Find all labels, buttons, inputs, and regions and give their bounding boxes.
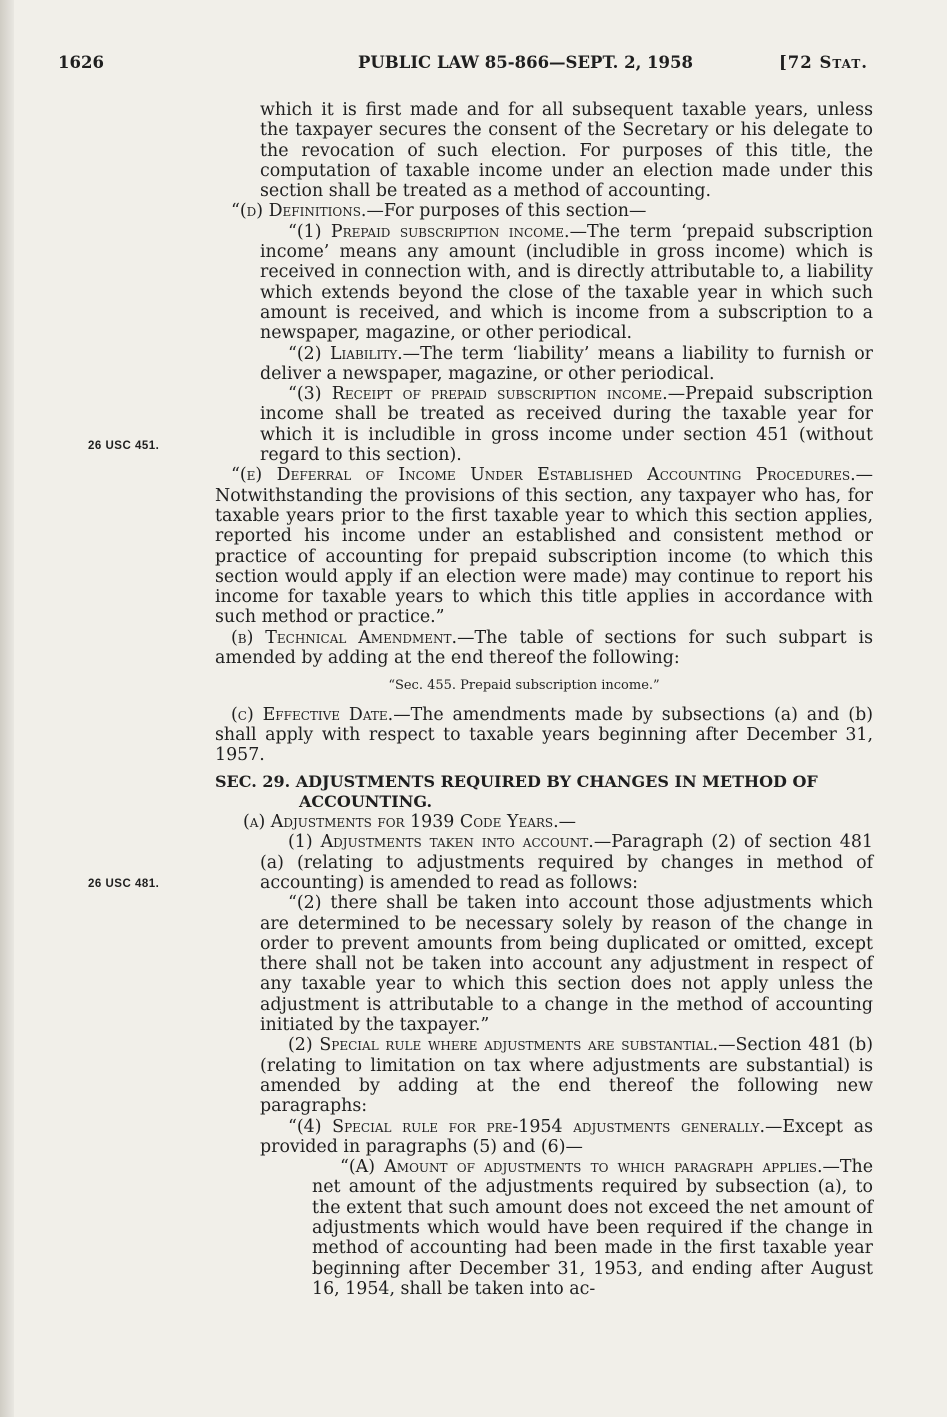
heading-liability: “(2) Liability.	[288, 343, 403, 364]
quoted-table-entry: “Sec. 455. Prepaid subscription income.”	[388, 678, 660, 694]
text-adjustments-1939: —	[558, 812, 577, 833]
text-special-rule-substantial: —Section 481 (b) (relating to limitation on tax where adjustments are substantial) is amended by adding at the end thereof the following new paragraphs:	[260, 1035, 873, 1117]
text-adjustments-taken-into-account: —Paragraph (2) of section 481 (a) (relating to adjustments required by changes in method of accounting) is amended to read as follows:	[260, 832, 873, 893]
heading-special-rule-substantial: (2) Special rule where adjustments are substantial.	[288, 1035, 719, 1056]
heading-technical-amendment: (b) Technical Amendment.	[231, 627, 458, 648]
running-header	[58, 53, 868, 77]
heading-adjustments-1939: (a) Adjustments for 1939 Code Years.	[243, 812, 559, 833]
text-deferral-of-income: —Notwithstanding the provisions of this section, any taxpayer who has, for taxable years prior to the first taxable year to which this section applies, reported his income under an established and consistent method or practice of accounting for prepaid subscription income (to which this section would apply if an election were made) may continue to report his income for taxable years to which this title applies in accordance with such method or practice.”	[215, 465, 873, 628]
heading-amount-of-adjustments: “(A) Amount of adjustments to which paragraph applies.	[340, 1157, 823, 1178]
paragraph-prepaid-subscription-income	[215, 222, 873, 344]
section-29-heading-line1: SEC. 29. ADJUSTMENTS REQUIRED BY CHANGES IN METHOD OF	[215, 771, 818, 791]
paragraph-adjustments-taken-into-account	[215, 832, 873, 893]
text-receipt-of-prepaid-income: —Prepaid subscription income shall be treated as received during the taxable year for which it is includible in gross income under section 451 (without regard to this section).	[260, 384, 873, 466]
paragraph-adjustments-1939	[215, 812, 873, 832]
text-amount-of-adjustments: —The net amount of the adjustments required by subsection (a), to the extent that such amount does not exceed the net amount of adjustments which would have been required if the change in method of accounting had been made in the first taxable year beginning after December 31, 1953, and ending after August 16, 1954, shall be taken into ac-	[312, 1157, 873, 1299]
heading-pre-1954-adjustments: “(4) Special rule for pre-1954 adjustments generally.	[288, 1116, 765, 1137]
text-effective-date: —The amendments made by subsections (a) and (b) shall apply with respect to taxable years beginning after December 31, 1957.	[215, 704, 874, 766]
text-definitions: —For purposes of this section—	[366, 201, 647, 222]
paragraph-receipt-of-prepaid-income	[215, 384, 873, 465]
header-volume: [72 Stat.	[778, 53, 868, 72]
heading-adjustments-taken-into-account: (1) Adjustments taken into account.	[288, 832, 594, 853]
text-liability: —The term ‘liability’ means a liability to furnish or deliver a newspaper, magazine, or other periodical.	[260, 343, 873, 384]
page-number: 1626	[58, 53, 104, 72]
heading-deferral-of-income: “(e) Deferral of Income Under Established Accounting Procedures.	[231, 465, 856, 486]
margin-note-usc-481: 26 USC 481.	[88, 878, 160, 890]
paragraph-technical-amendment	[215, 628, 873, 669]
header-title: PUBLIC LAW 85-866—SEPT. 2, 1958	[358, 53, 693, 72]
heading-effective-date: (c) Effective Date.	[231, 704, 394, 725]
paragraph-deferral-of-income	[215, 465, 873, 627]
paragraph-election-continuation: which it is first made and for all subsequent taxable years, unless the taxpayer secures the consent of the Secretary or his delegate to the revocation of such election. For purposes of this title, the computation of taxable income under an election made under this section shall be treated as a method of accounting.	[260, 100, 873, 202]
page-body	[215, 100, 873, 1299]
heading-receipt-of-prepaid-income: “(3) Receipt of prepaid subscription income.	[288, 384, 668, 405]
paragraph-liability	[215, 344, 873, 385]
text-pre-1954-adjustments: —Except as provided in paragraphs (5) and (6)—	[260, 1116, 873, 1157]
heading-definitions: “(d) Definitions.	[231, 201, 367, 222]
text-technical-amendment: —The table of sections for such subpart is amended by adding at the end thereof the following:	[215, 627, 873, 669]
margin-note-usc-451: 26 USC 451.	[88, 440, 160, 452]
page-binding-edge	[0, 0, 14, 1417]
paragraph-definitions	[215, 201, 873, 221]
paragraph-effective-date	[215, 705, 873, 766]
section-29-heading-line2: ACCOUNTING.	[299, 791, 433, 811]
paragraph-quoted-481a2: “(2) there shall be taken into account those adjustments which are determined to be necessary solely by reason of the change in order to prevent amounts from being duplicated or omitted, except there shall not be taken into account any adjustment in respect of any taxable year to which this section does not apply unless the adjustment is attributable to a change in the method of accounting initiated by the taxpayer.”	[260, 893, 873, 1036]
section-29-heading	[215, 772, 873, 813]
paragraph-pre-1954-adjustments	[215, 1117, 873, 1158]
paragraph-amount-of-adjustments	[215, 1157, 873, 1299]
text-prepaid-subscription-income: —The term ‘prepaid subscription income’ means any amount (includible in gross income) which is received in connection with, and is directly attributable to, a liability which extends beyond the close of the taxable year in which such amount is received, and which is income from a subscription to a newspaper, magazine, or other periodical.	[260, 221, 873, 344]
paragraph-special-rule-substantial	[215, 1035, 873, 1116]
heading-prepaid-subscription-income: “(1) Prepaid subscription income.	[288, 221, 570, 242]
